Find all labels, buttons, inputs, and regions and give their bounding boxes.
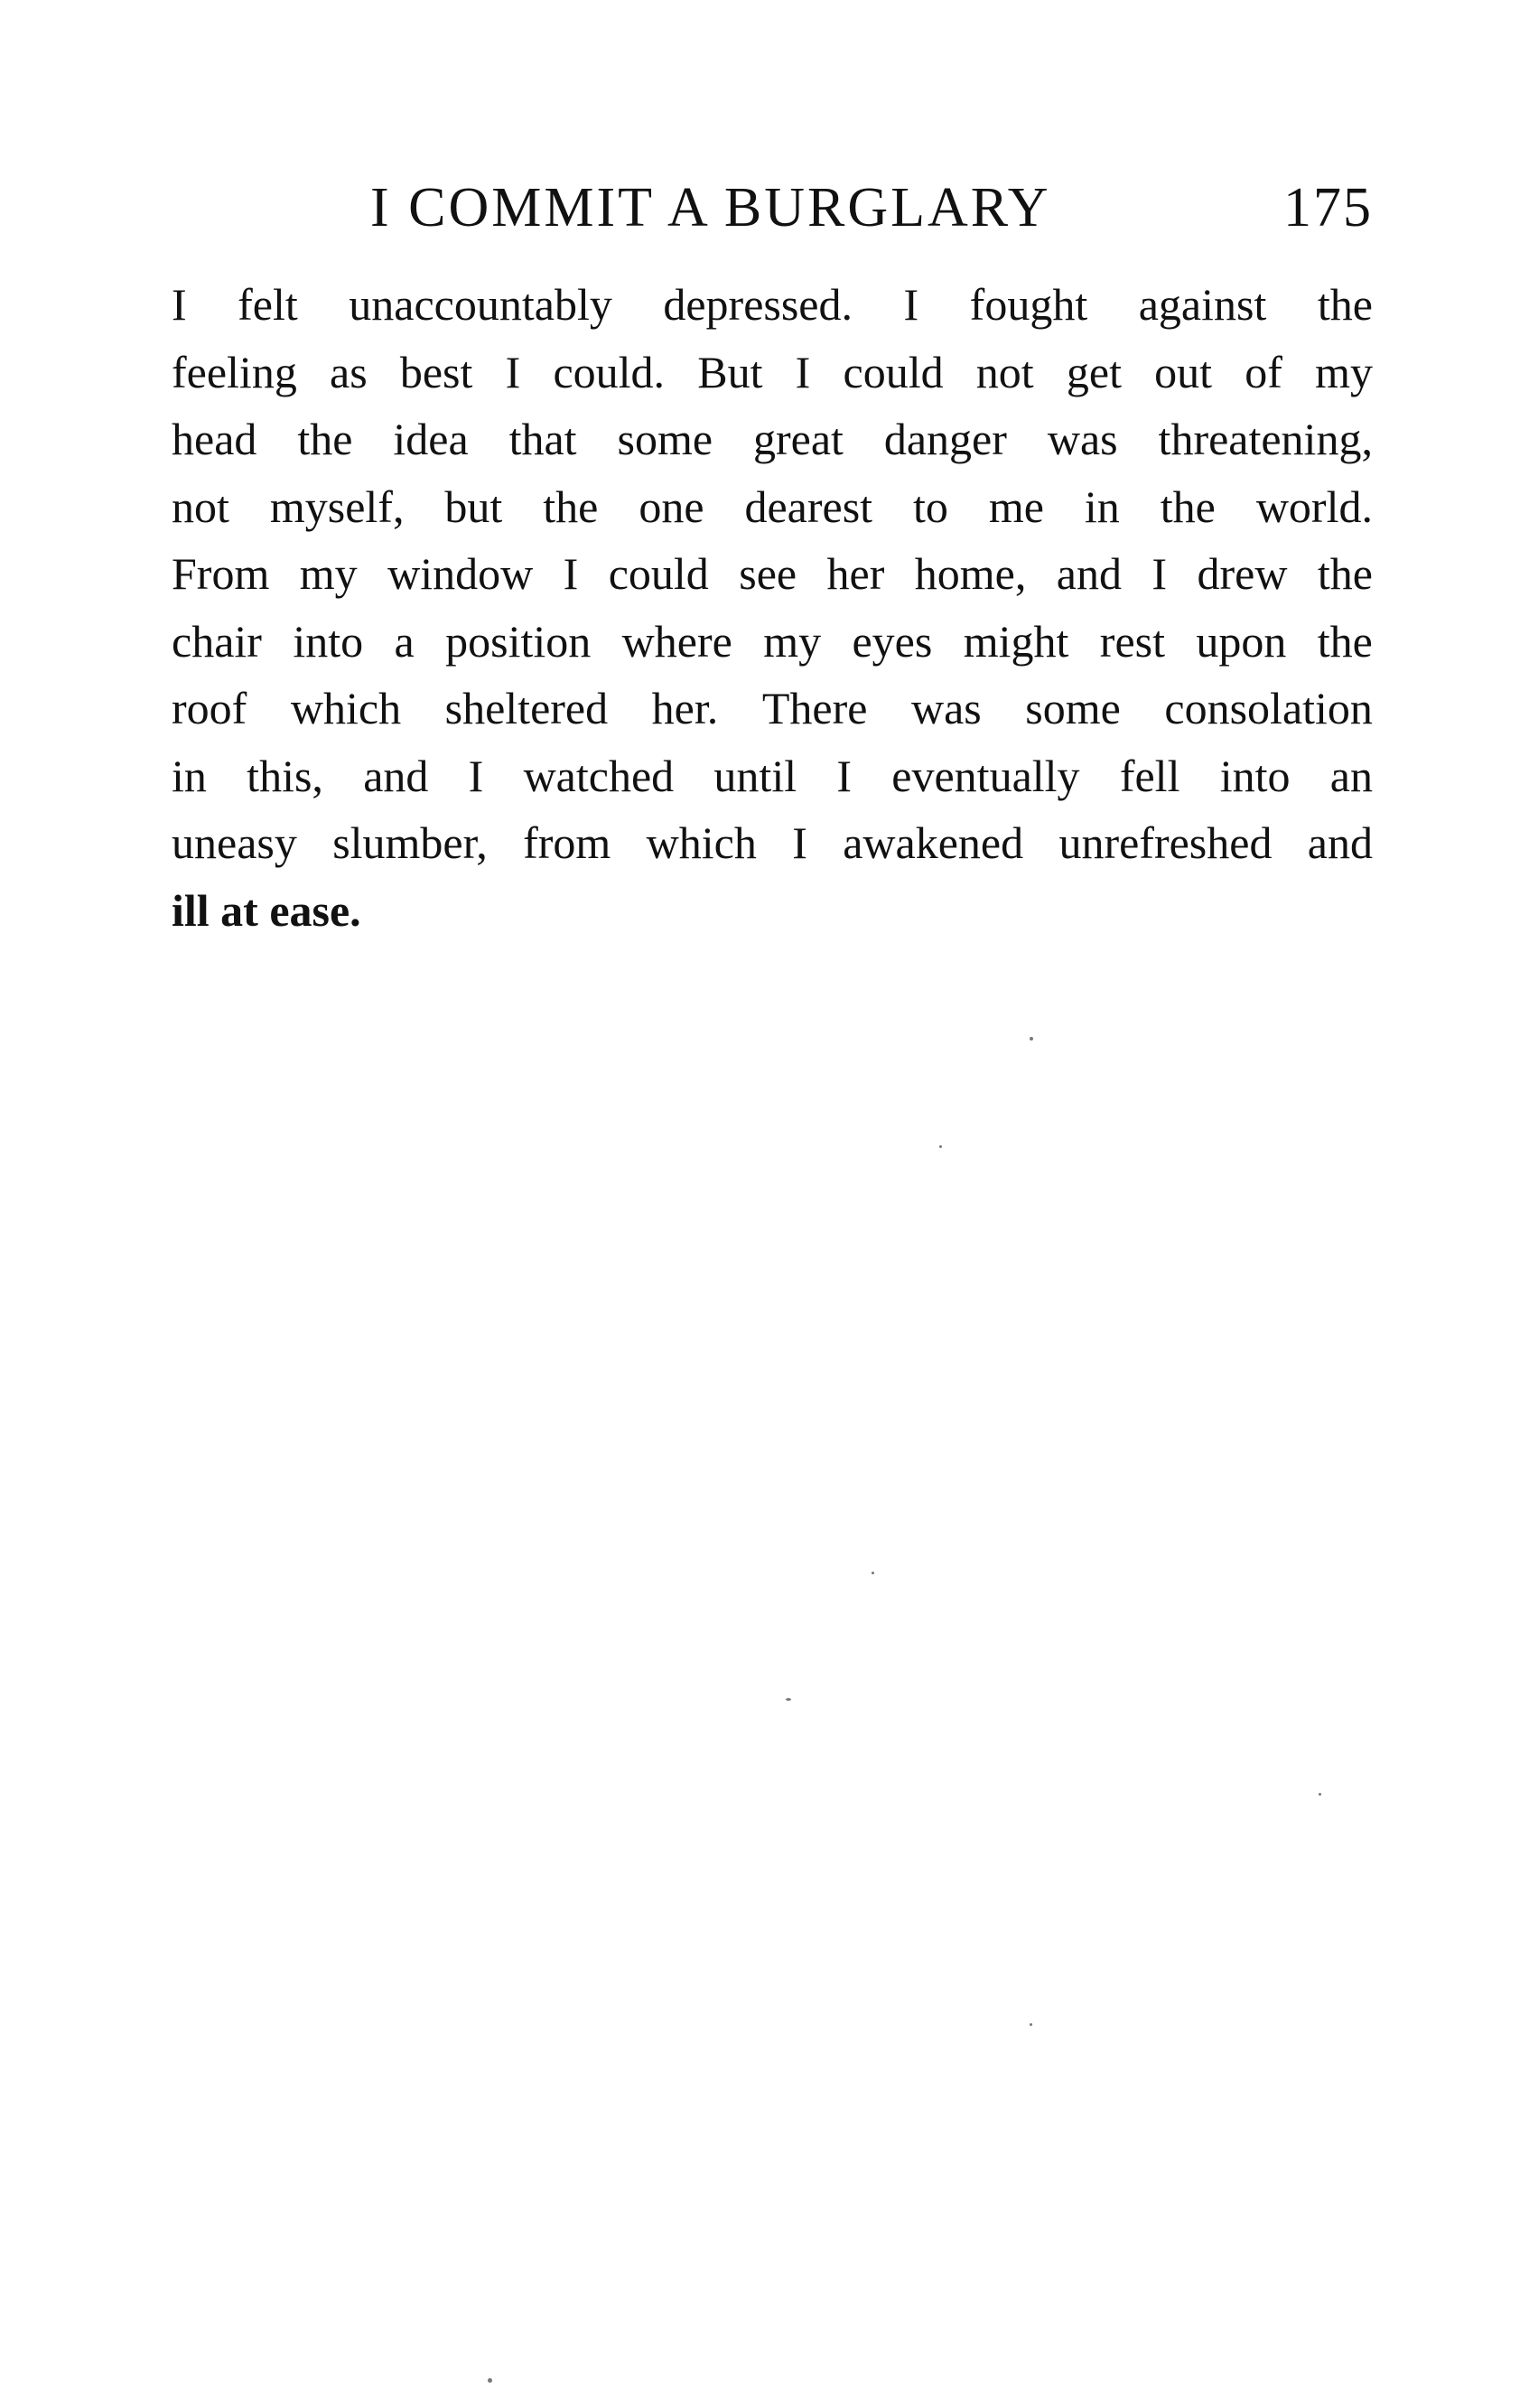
- word: could: [608, 548, 709, 599]
- scan-speck: [786, 1698, 791, 1701]
- text-line: [172, 271, 1373, 339]
- word: the: [1160, 481, 1216, 532]
- word: idea: [393, 414, 469, 464]
- word: I: [795, 346, 811, 397]
- word: best: [399, 346, 473, 397]
- word: fell: [1119, 750, 1180, 801]
- word: and: [1056, 548, 1122, 599]
- text-line: [172, 608, 1373, 676]
- body-paragraph: [172, 271, 1373, 944]
- word: uneasy: [172, 817, 297, 868]
- word: that: [508, 414, 577, 464]
- word: my: [1315, 346, 1373, 397]
- word: consolation: [1164, 683, 1373, 733]
- word: I: [836, 750, 853, 801]
- scan-speck: [488, 2378, 492, 2383]
- word: I: [792, 817, 807, 868]
- running-head: [172, 172, 1373, 244]
- scan-speck: [872, 1572, 874, 1574]
- word: which: [290, 683, 402, 733]
- word: some: [1025, 683, 1121, 733]
- word: me: [988, 481, 1044, 532]
- word: great: [752, 414, 844, 464]
- word: awakened: [843, 817, 1024, 868]
- word: But: [697, 346, 763, 397]
- word: could: [843, 346, 944, 397]
- word: not: [975, 346, 1034, 397]
- word: dearest: [744, 481, 873, 532]
- word: her: [826, 548, 885, 599]
- scan-speck: [1319, 1793, 1321, 1796]
- word: watched: [523, 750, 675, 801]
- word: I: [563, 548, 579, 599]
- word: this,: [247, 750, 323, 801]
- word: chair: [172, 615, 262, 667]
- word: out: [1154, 346, 1213, 397]
- word: From: [172, 548, 270, 599]
- text-line: [172, 473, 1373, 541]
- word: roof: [172, 683, 247, 733]
- text-line-last: ill at ease.: [172, 884, 361, 936]
- word: window: [387, 548, 534, 599]
- scan-speck: [1030, 1037, 1033, 1041]
- word: I: [172, 279, 187, 330]
- word: feeling: [172, 346, 297, 397]
- word: eventually: [891, 750, 1080, 801]
- word: where: [621, 615, 732, 667]
- word: see: [739, 548, 797, 599]
- word: the: [543, 481, 599, 532]
- text-line: [172, 742, 1373, 810]
- word: slumber,: [332, 817, 488, 868]
- word: fought: [969, 279, 1088, 330]
- word: upon: [1196, 615, 1287, 667]
- scan-speck: [1030, 2023, 1032, 2026]
- word: the: [1317, 548, 1373, 599]
- word: into: [1219, 750, 1291, 801]
- word: world.: [1255, 481, 1373, 532]
- word: as: [330, 346, 368, 397]
- word: I: [468, 750, 484, 801]
- word: to: [913, 481, 948, 532]
- text-line: [172, 809, 1373, 877]
- word: There: [761, 683, 868, 733]
- word: get: [1066, 346, 1122, 397]
- word: unrefreshed: [1058, 817, 1273, 868]
- word: might: [963, 615, 1069, 667]
- word: felt: [238, 279, 298, 330]
- word: head: [172, 414, 257, 464]
- word: in: [1084, 481, 1120, 532]
- word: against: [1138, 279, 1267, 330]
- word: the: [1317, 279, 1373, 330]
- page-number: 175: [1283, 177, 1373, 238]
- scan-speck: [939, 1145, 942, 1148]
- word: into: [293, 615, 364, 667]
- word: some: [617, 414, 713, 464]
- word: one: [639, 481, 704, 532]
- word: my: [763, 615, 822, 667]
- word: of: [1245, 346, 1282, 397]
- word: eyes: [852, 615, 933, 667]
- word: danger: [883, 414, 1007, 464]
- word: I: [1151, 548, 1168, 599]
- word: her.: [651, 683, 719, 733]
- word: drew: [1197, 548, 1288, 599]
- word: the: [297, 414, 353, 464]
- word: in: [172, 750, 207, 801]
- word: the: [1317, 615, 1373, 667]
- word: I: [903, 279, 919, 330]
- word: could.: [553, 346, 666, 397]
- word: not: [172, 481, 229, 532]
- word: which: [646, 817, 757, 868]
- word: a: [394, 615, 415, 667]
- text-line: [172, 339, 1373, 406]
- word: but: [444, 481, 503, 532]
- text-line: [172, 675, 1373, 742]
- word: and: [363, 750, 429, 801]
- text-line: [172, 540, 1373, 608]
- word: I: [505, 346, 521, 397]
- word: my: [299, 548, 358, 599]
- word: from: [523, 817, 611, 868]
- word: rest: [1099, 615, 1165, 667]
- text-line: [172, 406, 1373, 473]
- word: home,: [914, 548, 1027, 599]
- running-title: I COMMIT A BURGLARY: [370, 177, 1051, 238]
- word: position: [445, 615, 592, 667]
- word: sheltered: [444, 683, 609, 733]
- word: was: [1047, 414, 1118, 464]
- word: myself,: [269, 481, 405, 532]
- word: until: [713, 750, 797, 801]
- word: an: [1329, 750, 1373, 801]
- word: depressed.: [663, 279, 853, 330]
- word: unaccountably: [349, 279, 612, 330]
- word: and: [1307, 817, 1373, 868]
- word: was: [910, 683, 982, 733]
- word: threatening,: [1158, 414, 1373, 464]
